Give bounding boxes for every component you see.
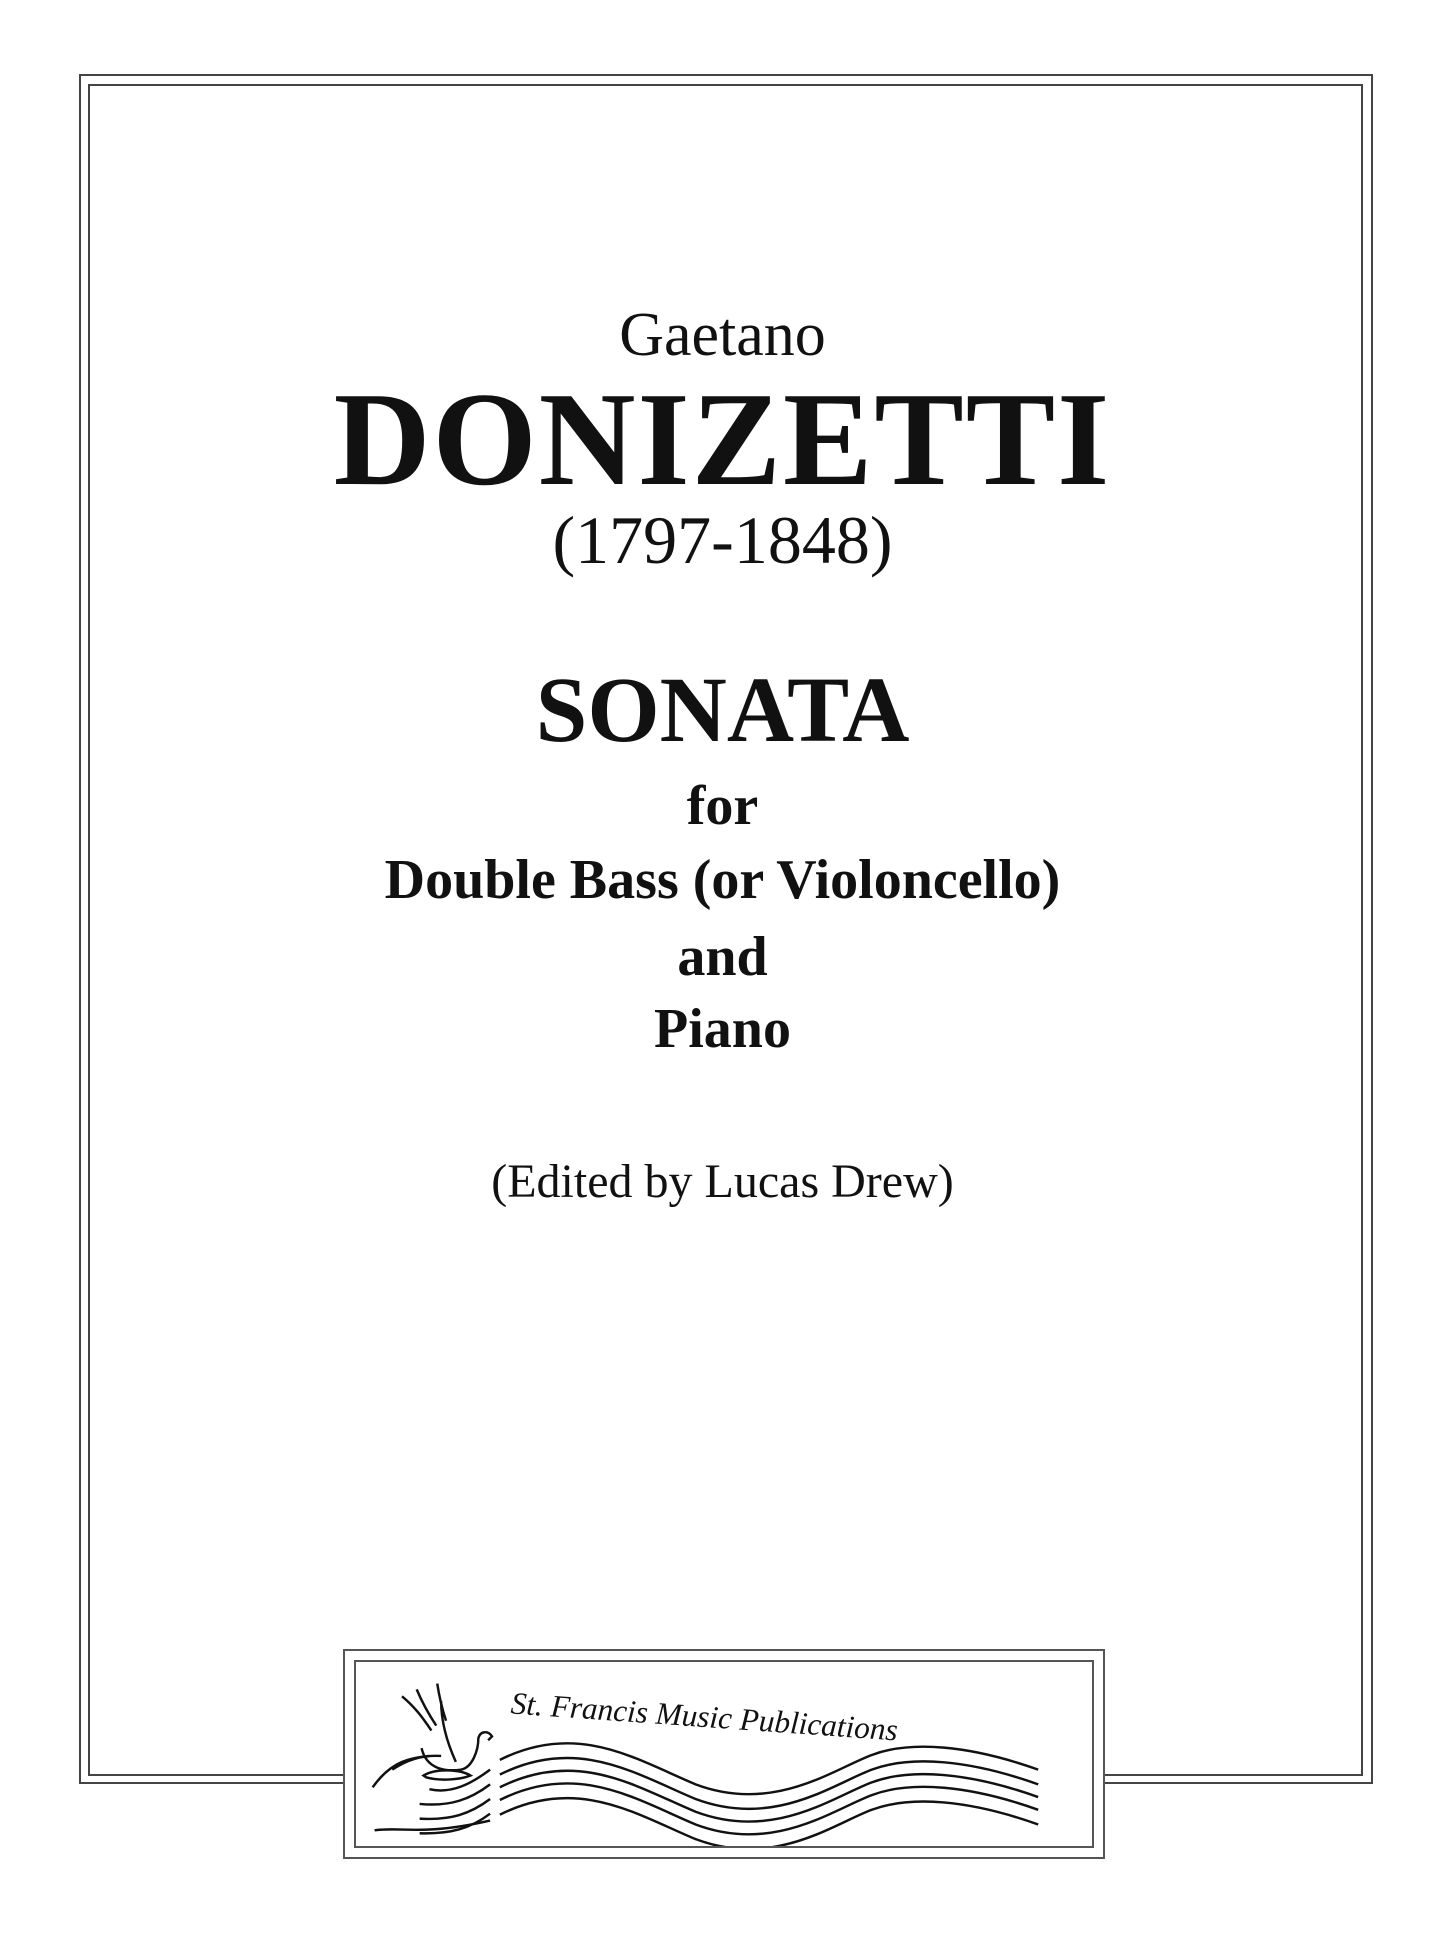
publisher-name: St. Francis Music Publications bbox=[509, 1685, 899, 1748]
editor-credit: (Edited by Lucas Drew) bbox=[491, 1155, 954, 1208]
publisher-logo-box bbox=[343, 1649, 1105, 1859]
dove-icon bbox=[422, 1732, 492, 1770]
work-title: SONATA bbox=[535, 659, 910, 762]
work-instrument: Double Bass (or Violoncello) bbox=[384, 849, 1061, 911]
composer-dates: (1797-1848) bbox=[552, 502, 893, 578]
composer-first-name: Gaetano bbox=[619, 301, 826, 369]
publisher-logo bbox=[356, 1662, 1092, 1846]
work-and: and bbox=[677, 926, 768, 988]
composer-last-name: DONIZETTI bbox=[333, 365, 1112, 513]
work-for: for bbox=[686, 775, 759, 837]
work-piano: Piano bbox=[654, 998, 791, 1060]
